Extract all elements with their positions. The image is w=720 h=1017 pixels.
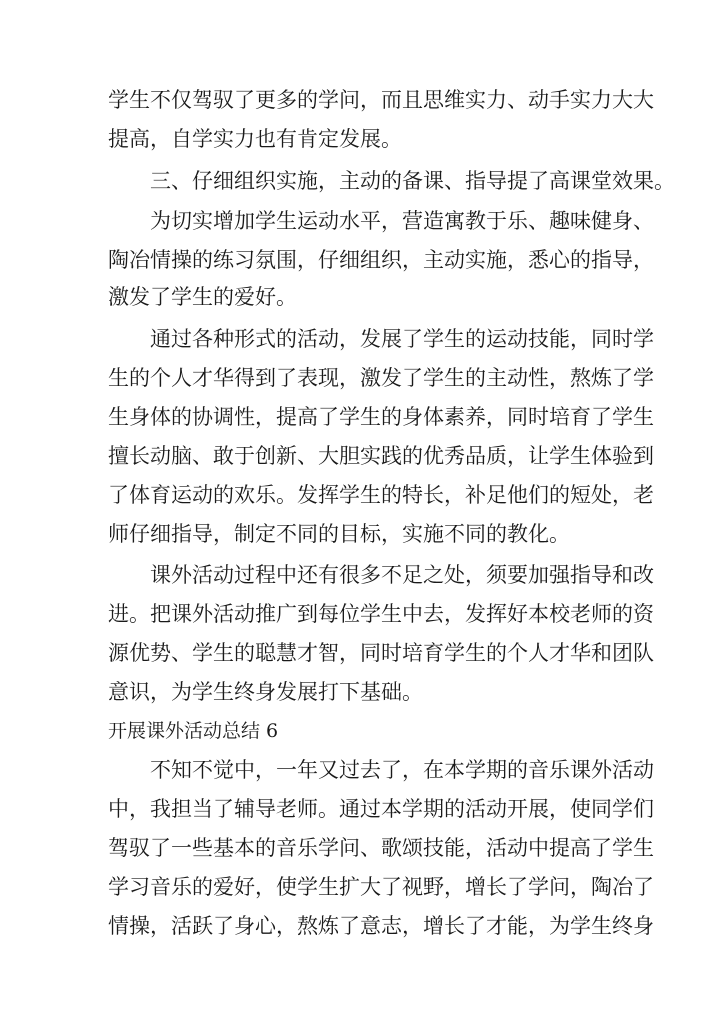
text-line-19: 中，我担当了辅导老师。通过本学期的活动开展，使同学们 bbox=[108, 797, 654, 821]
text-line-22: 情操，活跃了身心，熬炼了意志，增长了才能，为学生终身 bbox=[108, 914, 654, 938]
text-line-4: 为切实增加学生运动水平，营造寓教于乐、趣味健身、 bbox=[150, 209, 654, 233]
text-line-2: 提高，自学实力也有肯定发展。 bbox=[108, 127, 402, 151]
section-heading-3: 三、仔细组织实施，主动的备课、指导提了高课堂效果。 bbox=[150, 169, 675, 193]
text-line-8: 生的个人才华得到了表现，激发了学生的主动性，熬炼了学 bbox=[108, 366, 654, 390]
text-line-1: 学生不仅驾驭了更多的学问，而且思维实力、动手实力大大 bbox=[108, 88, 654, 112]
text-line-6: 激发了学生的爱好。 bbox=[108, 285, 297, 309]
text-line-18: 不知不觉中，一年又过去了，在本学期的音乐课外活动 bbox=[150, 758, 654, 782]
text-line-16: 意识，为学生终身发展打下基础。 bbox=[108, 680, 423, 704]
text-line-9: 生身体的协调性，提高了学生的身体素养，同时培育了学生 bbox=[108, 405, 654, 429]
text-line-21: 学习音乐的爱好，使学生扩大了视野，增长了学问，陶冶了 bbox=[108, 875, 654, 899]
text-line-15: 源优势、学生的聪慧才智，同时培育学生的个人才华和团队 bbox=[108, 641, 654, 665]
text-line-10: 擅长动脑、敢于创新、大胆实践的优秀品质，让学生体验到 bbox=[108, 444, 654, 468]
text-line-12: 师仔细指导，制定不同的目标，实施不同的教化。 bbox=[108, 522, 570, 546]
text-line-5: 陶冶情操的练习氛围，仔细组织，主动实施，悉心的指导， bbox=[108, 248, 654, 272]
text-line-20: 驾驭了一些基本的音乐学问、歌颂技能，活动中提高了学生 bbox=[108, 836, 654, 860]
section-title-6: 开展课外活动总结 6 bbox=[108, 720, 279, 742]
text-line-7: 通过各种形式的活动，发展了学生的运动技能，同时学 bbox=[150, 327, 654, 351]
text-line-11: 了体育运动的欢乐。发挥学生的特长，补足他们的短处，老 bbox=[108, 483, 654, 507]
text-line-14: 进。把课外活动推广到每位学生中去，发挥好本校老师的资 bbox=[108, 602, 654, 626]
text-line-13: 课外活动过程中还有很多不足之处，须要加强指导和改 bbox=[150, 563, 654, 587]
